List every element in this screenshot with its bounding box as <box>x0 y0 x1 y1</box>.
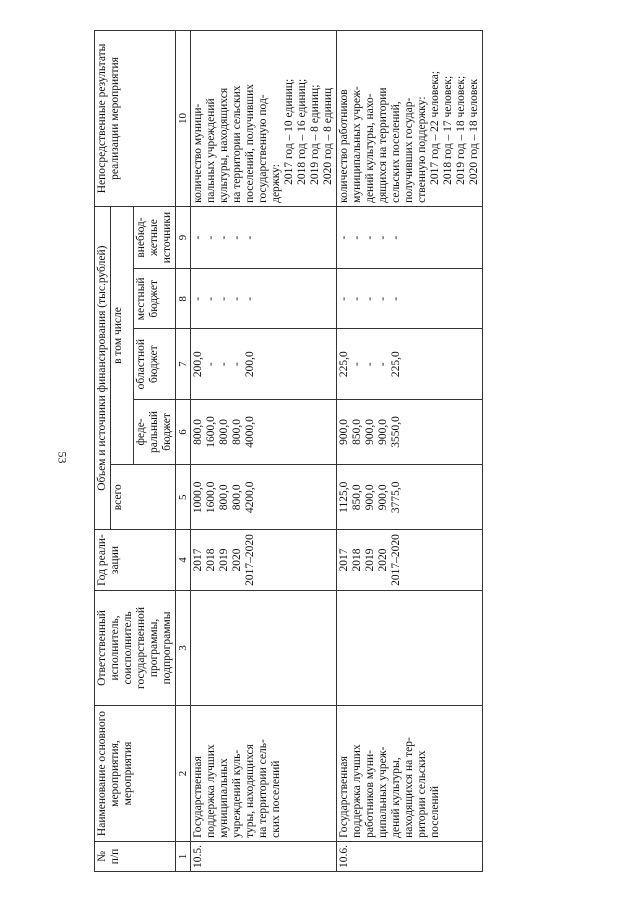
row-total <box>191 465 337 530</box>
regional-value: 200,0 <box>192 351 204 378</box>
federal-value: 1600,0 <box>205 416 217 448</box>
header-executor: Ответственный исполнитель, соисполнитель государственной программы, подпрограммы <box>95 590 176 706</box>
row-executor <box>337 590 483 706</box>
row-name-line: работников муни- <box>364 749 376 838</box>
result-line: получивших государ- <box>403 97 415 203</box>
local-value: - <box>338 296 350 301</box>
table-row <box>337 31 483 872</box>
regional-value: - <box>364 362 376 367</box>
result-line: дений культуры, нахо- <box>364 93 376 203</box>
result-year-line: 2018 год – 16 единиц; <box>296 78 308 185</box>
local-value: - <box>351 296 363 301</box>
column-number: 1 <box>176 841 191 871</box>
result-line: сельских поселений, <box>390 101 402 203</box>
regional-value: - <box>377 362 389 367</box>
total-value: 1125,0 <box>338 481 350 513</box>
row-name-line: учреждений куль- <box>231 749 243 838</box>
total-value: 4200,0 <box>244 481 256 514</box>
row-extra <box>191 206 337 268</box>
local-value: - <box>364 296 376 301</box>
year-value: 2017–2020 <box>244 534 256 586</box>
row-name-line: ских поселений <box>270 760 282 838</box>
local-value: - <box>218 296 230 301</box>
local-value: - <box>192 296 204 301</box>
header-extra: внебюд-жетные источники <box>134 206 176 268</box>
column-number: 4 <box>176 530 191 590</box>
row-regional <box>337 329 483 399</box>
header-total: всего <box>111 465 176 530</box>
result-year-line: 2018 год – 17 человек; <box>442 75 454 185</box>
row-name-line: поддержка лучших <box>205 744 217 838</box>
federal-value: 800,0 <box>218 419 230 445</box>
regional-value: - <box>231 362 243 367</box>
year-value: 2017 <box>192 548 204 572</box>
federal-value: 900,0 <box>364 419 376 445</box>
federal-value: 800,0 <box>231 419 243 445</box>
regional-value: - <box>351 362 363 367</box>
federal-value: 800,0 <box>192 419 204 445</box>
column-number: 5 <box>176 465 191 530</box>
row-regional <box>191 329 337 399</box>
row-name-line: туры, находящихся <box>244 744 256 838</box>
result-line: государственную под- <box>257 94 269 203</box>
local-value: - <box>231 296 243 301</box>
extra-value: - <box>205 235 217 240</box>
total-value: 900,0 <box>377 484 389 511</box>
extra-value: - <box>231 235 243 240</box>
row-name-line: ритории сельских <box>416 750 428 838</box>
result-year-line: 2020 год – 18 человек <box>468 79 480 185</box>
result-line: дящихся на территории <box>377 87 389 203</box>
header-year: Год реали-зации <box>95 530 176 590</box>
local-value: - <box>244 296 256 301</box>
program-table <box>94 30 483 872</box>
extra-value: - <box>377 235 389 240</box>
row-name-line: находящихся на тер- <box>403 737 415 838</box>
local-value: - <box>390 296 402 301</box>
row-local <box>337 269 483 329</box>
row-name <box>191 706 337 842</box>
column-number: 2 <box>176 706 191 842</box>
row-result <box>337 31 483 207</box>
table-row <box>191 31 337 872</box>
header-funding: Объем и источники финансирования (тыс.рублей) <box>95 206 111 529</box>
year-value: 2019 <box>364 548 376 572</box>
row-name-line: поддержка лучших <box>351 744 363 838</box>
total-value: 850,0 <box>351 484 363 511</box>
federal-value: 850,0 <box>351 419 363 445</box>
federal-value: 900,0 <box>377 419 389 445</box>
result-line: поселений, получивших <box>244 83 256 203</box>
year-value: 2019 <box>218 548 230 572</box>
result-line: держку: <box>270 164 282 203</box>
total-value: 900,0 <box>364 484 376 511</box>
rotated-page-content <box>94 30 626 872</box>
year-value: 2018 <box>351 548 363 572</box>
page-number: 53 <box>55 451 70 464</box>
column-number: 6 <box>176 399 191 464</box>
column-number: 8 <box>176 269 191 329</box>
federal-value: 900,0 <box>338 419 350 445</box>
extra-value: - <box>351 235 363 240</box>
header-local: местный бюджет <box>134 269 176 329</box>
column-number: 3 <box>176 590 191 706</box>
row-name-line: поселений <box>429 786 441 838</box>
column-number: 7 <box>176 329 191 399</box>
result-line: культуры, находящихся <box>218 87 230 203</box>
header-num: № п/п <box>95 841 176 871</box>
regional-value: - <box>205 362 217 367</box>
row-name-line: на территории сель- <box>257 739 269 838</box>
total-value: 800,0 <box>218 484 230 511</box>
row-result <box>191 31 337 207</box>
header-name: Наименование основного мероприятия, мероприятия <box>95 706 176 842</box>
regional-value: - <box>218 362 230 367</box>
extra-value: - <box>364 235 376 240</box>
row-number: 10.6. <box>337 841 483 871</box>
extra-value: - <box>338 235 350 240</box>
row-name <box>337 706 483 842</box>
row-name-line: ципальных учреж- <box>377 746 389 838</box>
column-number: 9 <box>176 206 191 268</box>
regional-value: 200,0 <box>244 351 256 378</box>
result-line: количество работников <box>338 89 350 203</box>
header-results: Непосредственные результаты реализации мероприятия <box>95 31 176 207</box>
extra-value: - <box>218 235 230 240</box>
column-number: 10 <box>176 31 191 207</box>
extra-value: - <box>244 235 256 240</box>
federal-value: 3550,0 <box>390 416 402 448</box>
row-federal <box>337 399 483 464</box>
local-value: - <box>377 296 389 301</box>
header-federal: феде-ральный бюджет <box>134 399 176 464</box>
row-local <box>191 269 337 329</box>
year-value: 2018 <box>205 548 217 572</box>
year-value: 2020 <box>231 548 243 572</box>
result-line: ственную поддержку: <box>416 96 428 203</box>
result-line: количество муници- <box>192 103 204 203</box>
result-year-line: 2017 год – 10 единиц; <box>283 78 295 185</box>
result-line: на территории сельских <box>231 85 243 203</box>
column-number-row <box>176 31 191 872</box>
result-year-line: 2020 год – 8 единиц <box>322 87 334 185</box>
row-number: 10.5. <box>191 841 337 871</box>
year-value: 2017 <box>338 548 350 572</box>
local-value: - <box>205 296 217 301</box>
extra-value: - <box>192 235 204 240</box>
row-total <box>337 465 483 530</box>
result-year-line: 2017 год – 22 человека; <box>429 70 441 185</box>
row-federal <box>191 399 337 464</box>
total-value: 1000,0 <box>192 481 204 514</box>
header-including: в том числе <box>111 206 134 464</box>
total-value: 3775,0 <box>390 481 402 514</box>
row-name-line: дений культуры, <box>390 757 402 838</box>
total-value: 800,0 <box>231 484 243 511</box>
row-years <box>191 530 337 590</box>
result-line: муниципальных учреж- <box>351 86 363 203</box>
year-value: 2020 <box>377 548 389 572</box>
result-line: пальных учреждений <box>205 98 217 203</box>
total-value: 1600,0 <box>205 481 217 514</box>
row-name-line: Государственная <box>338 756 350 838</box>
regional-value: 225,0 <box>390 351 402 378</box>
federal-value: 4000,0 <box>244 416 256 448</box>
header-regional: областной бюджет <box>134 329 176 399</box>
regional-value: 225,0 <box>338 351 350 378</box>
row-years <box>337 530 483 590</box>
result-year-line: 2019 год – 18 человек; <box>455 75 467 185</box>
row-extra <box>337 206 483 268</box>
year-value: 2017–2020 <box>390 534 402 586</box>
row-name-line: Государственная <box>192 756 204 838</box>
result-year-line: 2019 год – 8 единиц; <box>309 84 321 185</box>
row-executor <box>191 590 337 706</box>
extra-value: - <box>390 235 402 240</box>
row-name-line: муниципальных <box>218 758 230 838</box>
